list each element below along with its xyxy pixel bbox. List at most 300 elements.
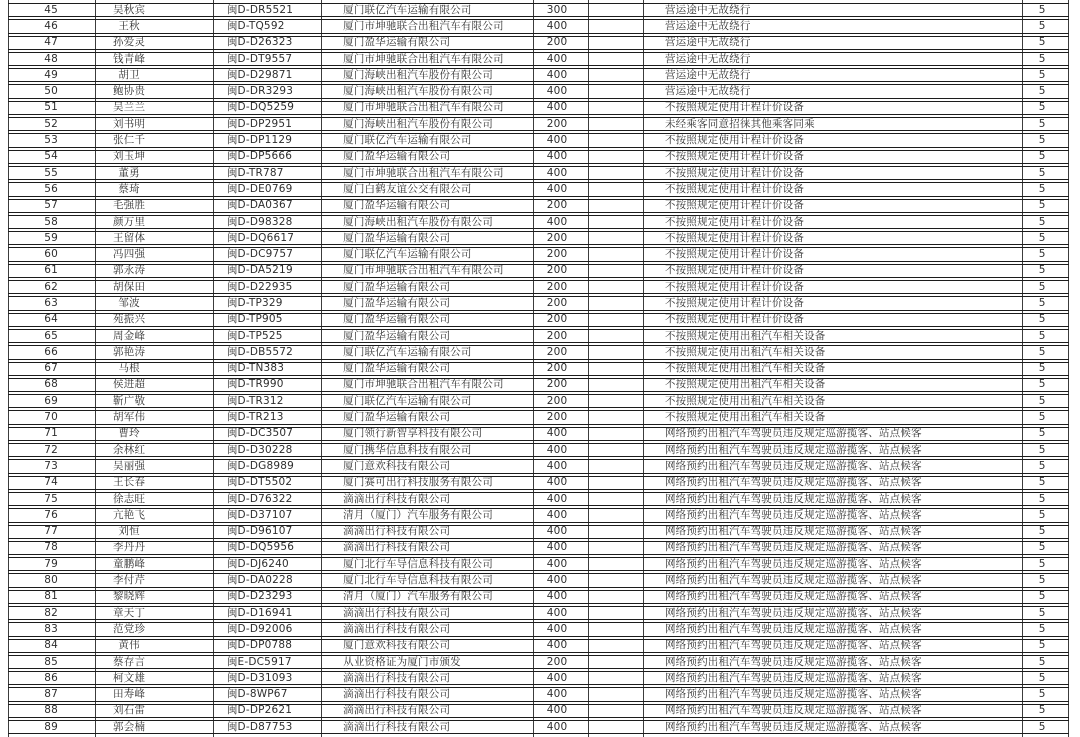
table-row <box>8 704 1069 718</box>
table-row <box>8 133 1069 147</box>
cell-name: 刘书明 <box>113 118 146 130</box>
cell-name: 刘石雷 <box>113 704 146 717</box>
cell-blank <box>584 151 639 163</box>
cell-name: 孙爱灵 <box>113 36 146 49</box>
cell-company: 厦门意欢科技有限公司 <box>343 460 451 472</box>
table-row <box>8 655 1069 669</box>
table-row <box>8 52 1069 66</box>
cell-violation: 不按照规定使用计程计价设备 <box>664 215 805 228</box>
cell-no: 61 <box>44 264 59 277</box>
cell-score: 5 <box>1038 460 1046 472</box>
cell-amount: 400 <box>546 134 568 147</box>
cell-company: 厦门海峡出租汽车股份有限公司 <box>343 85 493 98</box>
cell-score: 5 <box>1038 688 1046 701</box>
cell-score: 5 <box>1038 101 1046 114</box>
cell-no: 62 <box>44 281 59 293</box>
cell-blank <box>584 509 639 521</box>
cell-no: 81 <box>44 590 59 603</box>
table-row <box>8 639 1069 653</box>
cell-violation: 未经乘客同意招徕其他乘客同乘 <box>664 118 815 130</box>
cell-score: 5 <box>1038 85 1046 98</box>
cell-violation: 不按照规定使用计程计价设备 <box>664 199 805 212</box>
cell-score: 5 <box>1038 118 1046 130</box>
cell-plate: 闽D-TP329 <box>226 297 283 309</box>
cell-blank <box>584 265 639 277</box>
cell-amount: 200 <box>546 248 568 261</box>
table-row <box>8 182 1069 196</box>
cell-blank <box>584 4 639 16</box>
table-row <box>8 427 1069 441</box>
cell-no: 54 <box>44 150 59 163</box>
cell-blank <box>584 574 639 586</box>
table-row <box>8 264 1069 278</box>
cell-name: 马根 <box>118 362 140 375</box>
table-row <box>8 296 1069 310</box>
cell-company: 清月（厦门）汽车服务有限公司 <box>343 509 493 521</box>
cell-plate: 闽D-DQ6617 <box>226 232 295 244</box>
cell-amount: 400 <box>546 623 568 635</box>
cell-score: 5 <box>1038 395 1046 407</box>
cell-plate: 闽D-DP2621 <box>226 704 293 717</box>
table-row <box>8 476 1069 490</box>
cell-amount: 400 <box>546 166 568 179</box>
cell-no: 55 <box>44 166 59 179</box>
cell-amount: 400 <box>546 639 568 652</box>
cell-no: 75 <box>44 492 59 505</box>
cell-plate: 闽D-DR3293 <box>226 85 294 98</box>
cell-violation: 不按照规定使用计程计价设备 <box>664 297 805 309</box>
cell-plate: 闽D-D87753 <box>226 721 293 733</box>
cell-name: 刘恒 <box>118 525 140 538</box>
table-row <box>8 459 1069 473</box>
cell-no: 71 <box>44 427 59 440</box>
cell-score: 5 <box>1038 623 1046 635</box>
table-row <box>8 410 1069 424</box>
cell-plate: 闽D-DT9557 <box>226 52 293 65</box>
cell-name: 胡卫 <box>118 69 140 81</box>
cell-blank <box>584 183 639 195</box>
cell-company: 厦门联亿汽车运输有限公司 <box>343 4 472 16</box>
cell-score: 5 <box>1038 232 1046 244</box>
cell-amount: 400 <box>546 492 568 505</box>
cell-blank <box>584 232 639 244</box>
cell-amount: 400 <box>546 85 568 98</box>
cell-plate: 闽D-D30228 <box>226 444 293 456</box>
cell-no: 47 <box>44 36 59 49</box>
table-row <box>8 573 1069 587</box>
cell-violation: 营运途中无故绕行 <box>664 4 751 16</box>
cell-plate: 闽D-DT5502 <box>226 476 293 489</box>
cell-name: 余林红 <box>113 444 146 456</box>
cell-no: 89 <box>44 721 59 733</box>
cell-plate: 闽D-D96107 <box>226 525 293 538</box>
cell-plate: 闽D-D76322 <box>226 492 293 505</box>
cell-no: 63 <box>44 297 59 309</box>
cell-score: 5 <box>1038 704 1046 717</box>
cell-plate: 闽D-DC3507 <box>226 427 294 440</box>
cell-plate: 闽D-D92006 <box>226 623 293 635</box>
cell-company: 厦门携华信息科技有限公司 <box>343 444 472 456</box>
cell-plate: 闽D-8WP67 <box>226 688 288 701</box>
cell-violation: 不按照规定使用计程计价设备 <box>664 150 805 163</box>
cell-plate: 闽D-TR213 <box>226 411 284 424</box>
cell-blank <box>584 102 639 114</box>
cell-no: 82 <box>44 606 59 619</box>
cell-amount: 400 <box>546 52 568 65</box>
cell-company: 厦门北行车导信息科技有限公司 <box>343 558 493 570</box>
cell-score: 5 <box>1038 281 1046 293</box>
cell-score: 5 <box>1038 476 1046 489</box>
cell-blank <box>584 640 639 652</box>
cell-no: 86 <box>44 672 59 684</box>
cell-name: 钱青峰 <box>113 52 146 65</box>
cell-score: 5 <box>1038 69 1046 81</box>
cell-no: 76 <box>44 509 59 521</box>
cell-amount: 400 <box>546 509 568 521</box>
cell-no: 58 <box>44 215 59 228</box>
cell-no: 50 <box>44 85 59 98</box>
cell-violation: 不按照规定使用计程计价设备 <box>664 248 805 261</box>
cell-company: 厦门海峡出租汽车股份有限公司 <box>343 118 493 130</box>
cell-score: 5 <box>1038 150 1046 163</box>
cell-blank <box>584 363 639 375</box>
cell-plate: 闽D-D26323 <box>226 36 293 49</box>
cell-blank <box>584 477 639 489</box>
cell-company: 厦门盈华运输有限公司 <box>343 411 451 424</box>
cell-amount: 400 <box>546 150 568 163</box>
cell-violation: 不按照规定使用计程计价设备 <box>664 101 805 114</box>
cell-plate: 闽D-D31093 <box>226 672 293 684</box>
cell-violation: 网络预约出租汽车驾驶员违反规定巡游揽客、站点候客 <box>664 460 922 472</box>
cell-amount: 200 <box>546 329 568 342</box>
cell-plate: 闽D-TR787 <box>226 166 284 179</box>
cell-company: 滴滴出行科技有限公司 <box>343 541 451 554</box>
cell-plate: 闽D-D23293 <box>226 590 293 603</box>
cell-blank <box>584 542 639 554</box>
cell-score: 5 <box>1038 313 1046 326</box>
cell-name: 田寿峰 <box>113 688 146 701</box>
cell-blank <box>584 118 639 130</box>
violation-table <box>8 0 1069 737</box>
cell-plate: 闽D-DG8989 <box>226 460 294 472</box>
cell-violation: 不按照规定使用计程计价设备 <box>664 281 805 293</box>
cell-company: 厦门联亿汽车运输有限公司 <box>343 395 472 407</box>
cell-no: 51 <box>44 101 59 114</box>
cell-name: 苑振兴 <box>113 313 146 326</box>
table-row <box>8 443 1069 457</box>
cell-score: 5 <box>1038 199 1046 212</box>
cell-score: 5 <box>1038 183 1046 195</box>
cell-no: 68 <box>44 378 59 391</box>
cell-amount: 400 <box>546 704 568 717</box>
cell-blank <box>584 85 639 97</box>
cell-plate: 闽D-DQ5956 <box>226 541 295 554</box>
cell-company: 厦门市坤驰联合出租汽车有限公司 <box>343 264 504 277</box>
table-row <box>8 525 1069 539</box>
cell-company: 滴滴出行科技有限公司 <box>343 704 451 717</box>
table-row <box>8 541 1069 555</box>
cell-name: 范党珍 <box>113 623 146 635</box>
cell-amount: 400 <box>546 460 568 472</box>
table-row <box>8 68 1069 82</box>
cell-score: 5 <box>1038 574 1046 587</box>
cell-score: 5 <box>1038 639 1046 652</box>
cell-blank <box>584 688 639 700</box>
cell-violation: 网络预约出租汽车驾驶员违反规定巡游揽客、站点候客 <box>664 623 922 635</box>
cell-plate: 闽D-DE0769 <box>226 183 293 195</box>
cell-name: 吴丽强 <box>113 460 146 472</box>
cell-blank <box>584 558 639 570</box>
table-row <box>8 687 1069 701</box>
cell-blank <box>584 314 639 326</box>
cell-company: 厦门联亿汽车运输有限公司 <box>343 248 472 261</box>
cell-violation: 不按照规定使用计程计价设备 <box>664 232 805 244</box>
cell-name: 郭艳涛 <box>113 346 146 358</box>
cell-company: 厦门盈华运输有限公司 <box>343 36 451 49</box>
cell-plate: 闽D-TP905 <box>226 313 283 326</box>
cell-name: 吴兰兰 <box>113 101 146 114</box>
cell-plate: 闽D-DA5219 <box>226 264 293 277</box>
cell-amount: 400 <box>546 574 568 587</box>
table-row <box>8 150 1069 164</box>
cell-name: 吴秋宾 <box>113 4 146 16</box>
cell-name: 侯进超 <box>113 378 146 391</box>
table-row <box>8 313 1069 327</box>
cell-plate: 闽D-DA0367 <box>226 199 293 212</box>
cell-no: 59 <box>44 232 59 244</box>
cell-score: 5 <box>1038 52 1046 65</box>
cell-amount: 200 <box>546 346 568 358</box>
cell-violation: 营运途中无故绕行 <box>664 36 751 49</box>
table-row <box>8 247 1069 261</box>
cell-blank <box>584 379 639 391</box>
cell-name: 周金峰 <box>113 329 146 342</box>
table-row <box>8 590 1069 604</box>
cell-violation: 不按照规定使用计程计价设备 <box>664 183 805 195</box>
cell-amount: 400 <box>546 476 568 489</box>
cell-score: 5 <box>1038 166 1046 179</box>
cell-name: 郭永涛 <box>113 264 146 277</box>
cell-company: 厦门市坤驰联合出租汽车有限公司 <box>343 166 504 179</box>
cell-no: 48 <box>44 52 59 65</box>
cell-amount: 400 <box>546 215 568 228</box>
cell-no: 73 <box>44 460 59 472</box>
cell-no: 80 <box>44 574 59 587</box>
cell-amount: 400 <box>546 541 568 554</box>
cell-name: 王长春 <box>113 476 146 489</box>
cell-no: 70 <box>44 411 59 424</box>
cell-plate: 闽D-DB5572 <box>226 346 294 358</box>
cell-plate: 闽D-DP2951 <box>226 118 293 130</box>
cell-company: 滴滴出行科技有限公司 <box>343 688 451 701</box>
table-row <box>8 231 1069 245</box>
cell-plate: 闽D-D29871 <box>226 69 293 81</box>
cell-plate: 闽D-DQ5259 <box>226 101 295 114</box>
cell-plate: 闽D-DP0788 <box>226 639 293 652</box>
cell-plate: 闽D-D16941 <box>226 606 293 619</box>
cell-name: 郭会楠 <box>113 721 146 733</box>
cell-amount: 200 <box>546 655 568 668</box>
cell-amount: 200 <box>546 395 568 407</box>
cell-violation: 网络预约出租汽车驾驶员违反规定巡游揽客、站点候客 <box>664 590 922 603</box>
cell-blank <box>584 672 639 684</box>
cell-blank <box>584 411 639 423</box>
table-row <box>8 606 1069 620</box>
cell-no: 77 <box>44 525 59 538</box>
cell-name: 蔡存言 <box>113 655 146 668</box>
cell-violation: 网络预约出租汽车驾驶员违反规定巡游揽客、站点候客 <box>664 525 922 538</box>
cell-blank <box>584 607 639 619</box>
cell-company: 厦门联亿汽车运输有限公司 <box>343 346 472 358</box>
cell-plate: 闽D-TQ592 <box>226 20 285 32</box>
cell-score: 5 <box>1038 20 1046 32</box>
cell-name: 邹波 <box>118 297 140 309</box>
cell-violation: 网络预约出租汽车驾驶员违反规定巡游揽客、站点候客 <box>664 655 922 668</box>
cell-blank <box>584 281 639 293</box>
cell-amount: 200 <box>546 297 568 309</box>
cell-violation: 营运途中无故绕行 <box>664 85 751 98</box>
cell-violation: 不按照规定使用出租汽车相关设备 <box>664 395 826 407</box>
cell-blank <box>584 37 639 49</box>
cell-name: 胡军伟 <box>113 411 146 424</box>
cell-score: 5 <box>1038 378 1046 391</box>
cell-company: 厦门盈华运输有限公司 <box>343 281 451 293</box>
cell-company: 厦门盈华运输有限公司 <box>343 329 451 342</box>
table-row <box>8 557 1069 571</box>
cell-name: 童鹏峰 <box>113 558 146 570</box>
cell-company: 厦门北行车导信息科技有限公司 <box>343 574 493 587</box>
cell-blank <box>584 493 639 505</box>
cell-blank <box>584 330 639 342</box>
cell-no: 66 <box>44 346 59 358</box>
cell-plate: 闽D-TR312 <box>226 395 284 407</box>
cell-violation: 不按照规定使用计程计价设备 <box>664 166 805 179</box>
cell-name: 章天丁 <box>113 606 146 619</box>
cell-no: 69 <box>44 395 59 407</box>
cell-amount: 400 <box>546 688 568 701</box>
cell-name: 曹玲 <box>118 427 140 440</box>
table-row <box>8 117 1069 131</box>
cell-name: 毛强胜 <box>113 199 146 212</box>
cell-amount: 200 <box>546 232 568 244</box>
cell-score: 5 <box>1038 541 1046 554</box>
cell-company: 厦门白鹤友谊公交有限公司 <box>343 183 472 195</box>
cell-no: 46 <box>44 20 59 32</box>
cell-violation: 网络预约出租汽车驾驶员违反规定巡游揽客、站点候客 <box>664 672 922 684</box>
cell-company: 滴滴出行科技有限公司 <box>343 525 451 538</box>
cell-no: 49 <box>44 69 59 81</box>
cell-score: 5 <box>1038 411 1046 424</box>
cell-amount: 200 <box>546 378 568 391</box>
cell-no: 64 <box>44 313 59 326</box>
cell-violation: 不按照规定使用出租汽车相关设备 <box>664 329 826 342</box>
cell-violation: 不按照规定使用出租汽车相关设备 <box>664 378 826 391</box>
cell-no: 78 <box>44 541 59 554</box>
cell-company: 厦门海峡出租汽车股份有限公司 <box>343 69 493 81</box>
table-row <box>8 622 1069 636</box>
cell-blank <box>584 346 639 358</box>
table-row <box>8 492 1069 506</box>
cell-violation: 营运途中无故绕行 <box>664 20 751 32</box>
cell-name: 柯文雄 <box>113 672 146 684</box>
table-row <box>8 394 1069 408</box>
cell-score: 5 <box>1038 215 1046 228</box>
cell-violation: 网络预约出租汽车驾驶员违反规定巡游揽客、站点候客 <box>664 444 922 456</box>
cell-no: 60 <box>44 248 59 261</box>
cell-plate: 闽D-D37107 <box>226 509 293 521</box>
table-body <box>8 0 1069 734</box>
table-row <box>8 280 1069 294</box>
cell-company: 从业资格证为厦门市颁发 <box>343 655 461 668</box>
cell-name: 胡保田 <box>113 281 146 293</box>
cell-score: 5 <box>1038 264 1046 277</box>
table-row <box>8 508 1069 522</box>
cell-blank <box>584 248 639 260</box>
cell-score: 5 <box>1038 590 1046 603</box>
cell-plate: 闽D-DA0228 <box>226 574 293 587</box>
cell-score: 5 <box>1038 606 1046 619</box>
cell-blank <box>584 216 639 228</box>
cell-no: 56 <box>44 183 59 195</box>
cell-name: 黎晓辉 <box>113 590 146 603</box>
cell-name: 张仁千 <box>113 134 146 147</box>
cell-amount: 200 <box>546 264 568 277</box>
cell-name: 刘玉坤 <box>113 150 146 163</box>
cell-name: 王秋 <box>118 20 140 32</box>
cell-violation: 网络预约出租汽车驾驶员违反规定巡游揽客、站点候客 <box>664 721 922 733</box>
table-row <box>8 362 1069 376</box>
cell-company: 厦门盈华运输有限公司 <box>343 313 451 326</box>
cell-name: 颜万里 <box>113 215 146 228</box>
table-row <box>8 671 1069 685</box>
table-row <box>8 3 1069 17</box>
cell-amount: 400 <box>546 69 568 81</box>
cell-violation: 网络预约出租汽车驾驶员违反规定巡游揽客、站点候客 <box>664 704 922 717</box>
cell-no: 74 <box>44 476 59 489</box>
cell-company: 清月（厦门）汽车服务有限公司 <box>343 590 493 603</box>
cell-amount: 400 <box>546 183 568 195</box>
cell-company: 厦门盈华运输有限公司 <box>343 232 451 244</box>
table-row <box>8 720 1069 734</box>
table-row <box>8 345 1069 359</box>
cell-score: 5 <box>1038 444 1046 456</box>
cell-company: 厦门联亿汽车运输有限公司 <box>343 134 472 147</box>
cell-amount: 200 <box>546 118 568 130</box>
cell-violation: 不按照规定使用计程计价设备 <box>664 313 805 326</box>
cell-plate: 闽D-DR5521 <box>226 4 294 16</box>
cell-plate: 闽D-DC9757 <box>226 248 294 261</box>
cell-no: 65 <box>44 329 59 342</box>
cell-company: 滴滴出行科技有限公司 <box>343 672 451 684</box>
cell-amount: 400 <box>546 444 568 456</box>
cell-blank <box>584 705 639 717</box>
cell-company: 厦门市坤驰联合出租汽车有限公司 <box>343 52 504 65</box>
table-row <box>8 19 1069 33</box>
cell-company: 滴滴出行科技有限公司 <box>343 606 451 619</box>
cell-name: 冯四强 <box>113 248 146 261</box>
cell-violation: 网络预约出租汽车驾驶员违反规定巡游揽客、站点候客 <box>664 574 922 587</box>
cell-blank <box>584 20 639 32</box>
cell-score: 5 <box>1038 509 1046 521</box>
cell-blank <box>584 297 639 309</box>
cell-company: 滴滴出行科技有限公司 <box>343 492 451 505</box>
cell-score: 5 <box>1038 36 1046 49</box>
cell-company: 厦门盈华运输有限公司 <box>343 199 451 212</box>
cell-plate: 闽D-DP1129 <box>226 134 293 147</box>
cell-amount: 400 <box>546 721 568 733</box>
cell-violation: 不按照规定使用出租汽车相关设备 <box>664 362 826 375</box>
cell-amount: 200 <box>546 281 568 293</box>
